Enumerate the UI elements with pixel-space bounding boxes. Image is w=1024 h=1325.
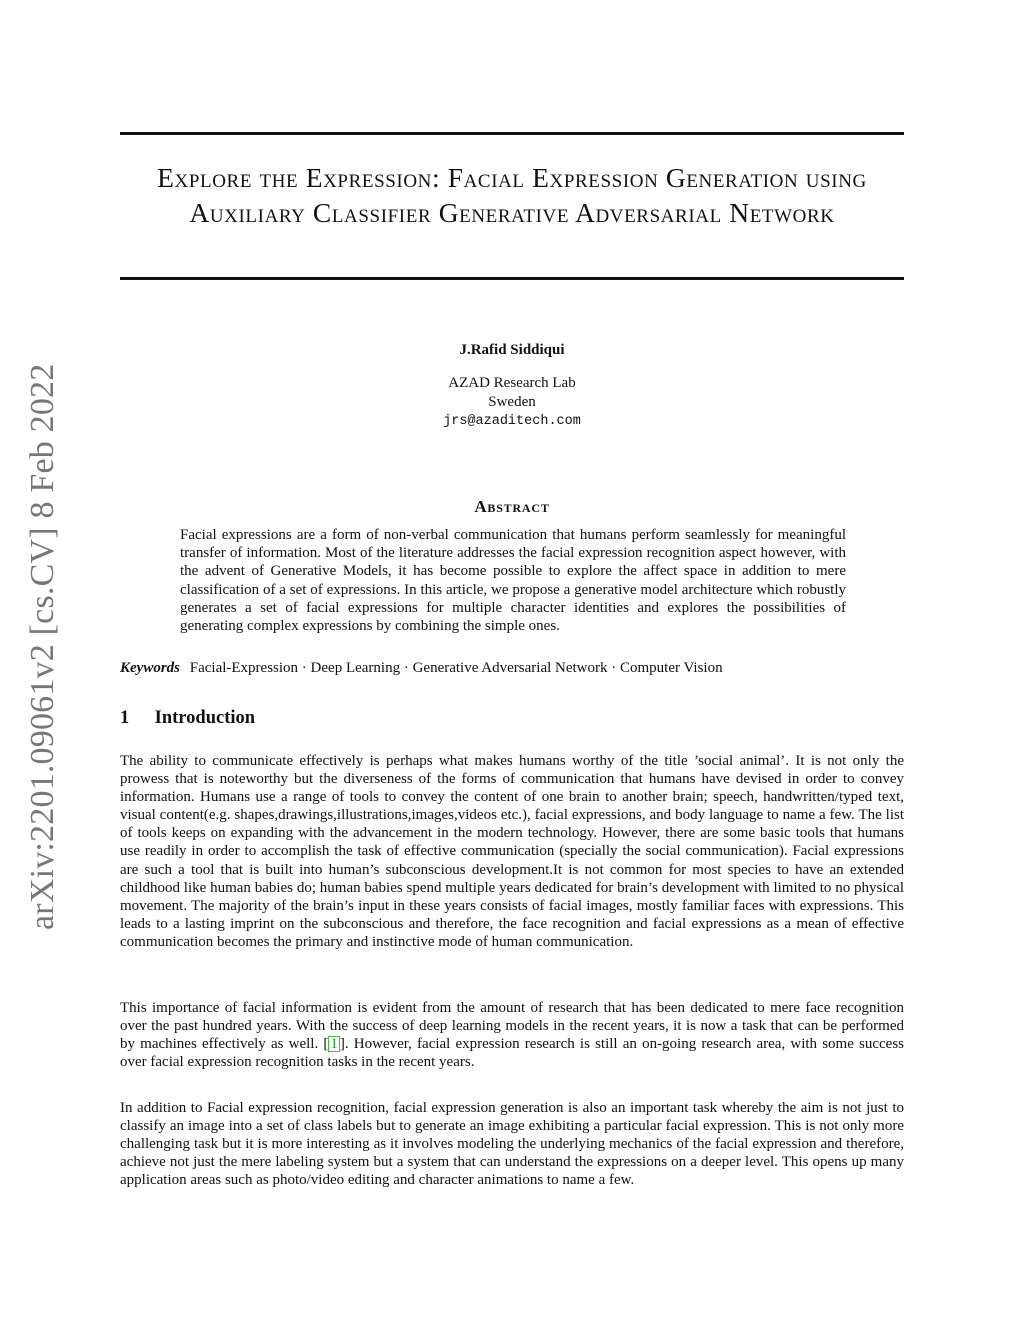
arxiv-identifier-stamp: arXiv:2201.09061v2 [cs.CV] 8 Feb 2022 xyxy=(24,363,61,930)
intro-paragraph-3: In addition to Facial expression recognition, facial expression generation is also an important task whereby the aim is not just to classify an image into a set of class labels but to generate an image exhibiting a particular facial expression. This is not only more challenging task but it is more interesting as it involves modeling the underlying mechanics of the facial expression and therefore, achieve not just the mere labeling system but a system that can understand the expressions on a deeper level. This opens up many application areas such as photo/video editing and character animations to name a few. xyxy=(120,1100,904,1189)
author-country: Sweden xyxy=(488,394,536,410)
author-block xyxy=(120,340,904,431)
keywords-line xyxy=(120,659,904,677)
section-heading-introduction xyxy=(120,708,904,729)
title-rule-bottom xyxy=(120,277,904,280)
intro-paragraph-1: The ability to communicate effectively is perhaps what makes humans worthy of the title ’social animal’. It is not only the prowess that is noteworthy but the diverseness of the forms of communication that humans have devised in order to convey information. Humans use a range of tools to convey the content of one brain to another brain; speech, handwritten/typed text, visual content(e.g. shapes,drawings,illustrations,images,videos etc.), facial expressions, and body language to name a few. The list of tools keeps on expanding with the advancement in the modern technology. However, there are some basic tools that humans use readily in order to accomplish the task of effective communication (specially the social communication). Facial expressions are such a tool that is built into human’s subconscious development.It is not common for most species to have an extended childhood like human babies do; human babies spend multiple years dedicated for brain’s development with limited to no physical movement. The majority of the brain’s input in these years consists of facial images, mostly familiar faces with expressions. This leads to a lasting imprint on the subconscious and therefore, the face recognition and facial expressions as a mean of effective communication becomes the primary and instinctive mode of human communication. xyxy=(120,753,904,950)
intro-paragraph-2 xyxy=(120,999,904,1071)
paragraph-2-text-before: This importance of facial information is evident from the amount of research that has been dedicated to mere face recognition over the past hundred years. With the success of deep learning models in the recent years, it is now a task that can be performed by machines effectively as well. [ xyxy=(120,1000,904,1053)
paper-title: Explore the Expression: Facial Expression Generation using Auxiliary Classifier Generative Adversarial Network xyxy=(157,162,867,228)
citation-link[interactable]: 1 xyxy=(330,1036,338,1053)
author-email[interactable]: jrs@azaditech.com xyxy=(443,414,581,429)
section-number: 1 xyxy=(120,708,130,728)
author-affiliation: AZAD Research Lab xyxy=(448,375,576,391)
title-rule-top xyxy=(120,132,904,135)
author-name: J.Rafid Siddiqui xyxy=(459,342,565,358)
abstract-text: Facial expressions are a form of non-verbal communication that humans perform seamlessly for meaningful transfer of information. Most of the literature addresses the facial expression recognition aspect however, with the advent of Generative Models, it has become possible to explore the affect space in addition to mere classification of a set of expressions. In this article, we propose a generative model architecture which robustly generates a set of facial expressions for multiple character identities and explores the possibilities of generating complex expressions by combining the simple ones. xyxy=(180,527,846,635)
section-title: Introduction xyxy=(154,708,256,728)
keywords-text: Facial-Expression · Deep Learning · Generative Adversarial Network · Computer Vision xyxy=(189,660,723,676)
keywords-label: Keywords xyxy=(120,660,180,676)
abstract-heading: Abstract xyxy=(474,497,550,516)
paragraph-2-text-after: ]. However, facial expression research is still an on-going research area, with some success over facial expression recognition tasks in the recent years. xyxy=(120,1036,904,1071)
